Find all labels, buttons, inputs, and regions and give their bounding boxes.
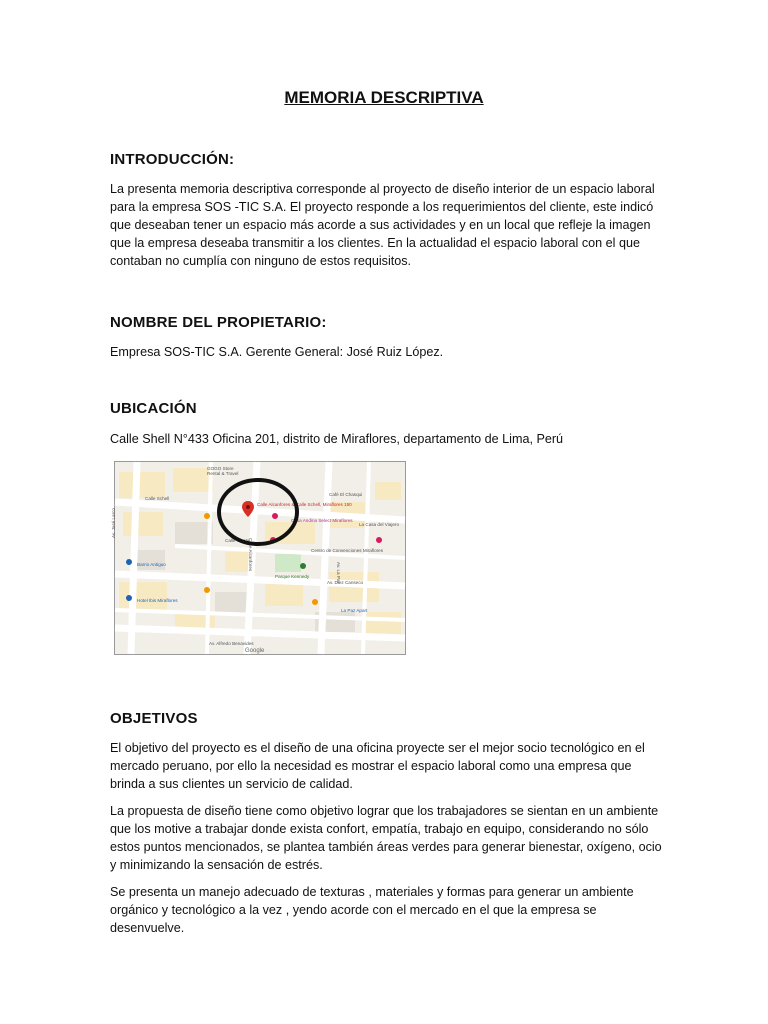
- svg-text:Calle Tarata: Calle Tarata: [225, 538, 250, 543]
- objectives-paragraph-3: Se presenta un manejo adecuado de texturas , materiales y formas para generar un ambiente orgánico y tecnológico a la vez , yendo acorde con el mercado en el que la empresa se desenvuelve.: [110, 885, 634, 935]
- svg-text:Café El Chasqui: Café El Chasqui: [329, 492, 363, 497]
- svg-text:Calle Alcanfores: Calle Alcanfores: [248, 538, 253, 572]
- svg-text:Barrio Antiguo: Barrio Antiguo: [137, 562, 166, 567]
- svg-text:Calle Schell: Calle Schell: [145, 496, 170, 501]
- map-image: [111, 462, 405, 654]
- objectives-paragraph-2: La propuesta de diseño tiene como objetivo lograr que los trabajadores se sientan en un ambiente que los motive a trabajar donde exista confort, empatía, trabajo en equipo, considerando no sólo estos puntos mencionados, se plantea también áreas verdes para generar bienestar, oxígeno, ocio y minimizando la sensación de estrés.: [110, 804, 662, 872]
- location-map: [111, 461, 406, 655]
- svg-text:La Paz Apart: La Paz Apart: [341, 608, 368, 613]
- intro-paragraph: La presenta memoria descriptiva corresponde al proyecto de diseño interior de un espacio laboral para la empresa SOS -TIC S.A. El proyecto responde a los requerimientos del cliente, este indicó que deseaban tener un espacio más acorde a sus actividades y en un local que refleje la imagen que la empresa deseaba transmitir a los clientes. En la actualidad el espacio laboral con el que contaban no cumplía con ninguno de estos requisitos.: [110, 182, 655, 268]
- svg-text:Casa Andina Select Miraflores: Casa Andina Select Miraflores: [291, 518, 353, 523]
- location-paragraph: Calle Shell N°433 Oficina 201, distrito de Miraflores, departamento de Lima, Perú: [110, 432, 564, 446]
- location-heading: UBICACIÓN: [110, 400, 197, 417]
- objectives-heading: OBJETIVOS: [110, 710, 198, 727]
- svg-text:Av. José Larco: Av. José Larco: [111, 508, 116, 538]
- svg-text:Av. La Paz: Av. La Paz: [336, 562, 341, 584]
- svg-text:GOGO Store: GOGO Store: [207, 466, 234, 471]
- svg-text:Calle Alcanfores & Calle Schel: Calle Alcanfores & Calle Schell, Miraflores 150: [257, 502, 352, 507]
- document-title: MEMORIA DESCRIPTIVA: [284, 88, 484, 107]
- svg-text:La Casa del Viajero: La Casa del Viajero: [359, 522, 400, 527]
- svg-text:Parque Kennedy: Parque Kennedy: [275, 574, 310, 579]
- objectives-paragraph-1: El objetivo del proyecto es el diseño de una oficina proyecte ser el mejor socio tecnológico en el mercado peruano, por ello la necesidad es mostrar el espacio laboral como una empresa que brinda a sus clientes un servicio de calidad.: [110, 741, 645, 791]
- svg-text:Google: Google: [245, 648, 265, 654]
- owner-paragraph: Empresa SOS-TIC S.A. Gerente General: José Ruiz López.: [110, 345, 444, 359]
- svg-text:Av. Diez Canseco: Av. Diez Canseco: [327, 580, 364, 585]
- svg-text:Hotel Ibis Miraflores: Hotel Ibis Miraflores: [137, 598, 178, 603]
- intro-heading: INTRODUCCIÓN:: [110, 151, 235, 168]
- svg-text:Av. Alfredo Benavides: Av. Alfredo Benavides: [209, 641, 254, 646]
- svg-text:Rental & Travel: Rental & Travel: [207, 471, 239, 476]
- owner-heading: NOMBRE DEL PROPIETARIO:: [110, 314, 327, 331]
- svg-text:Centro de Convenciones Miraflo: Centro de Convenciones Miraflores: [311, 548, 384, 553]
